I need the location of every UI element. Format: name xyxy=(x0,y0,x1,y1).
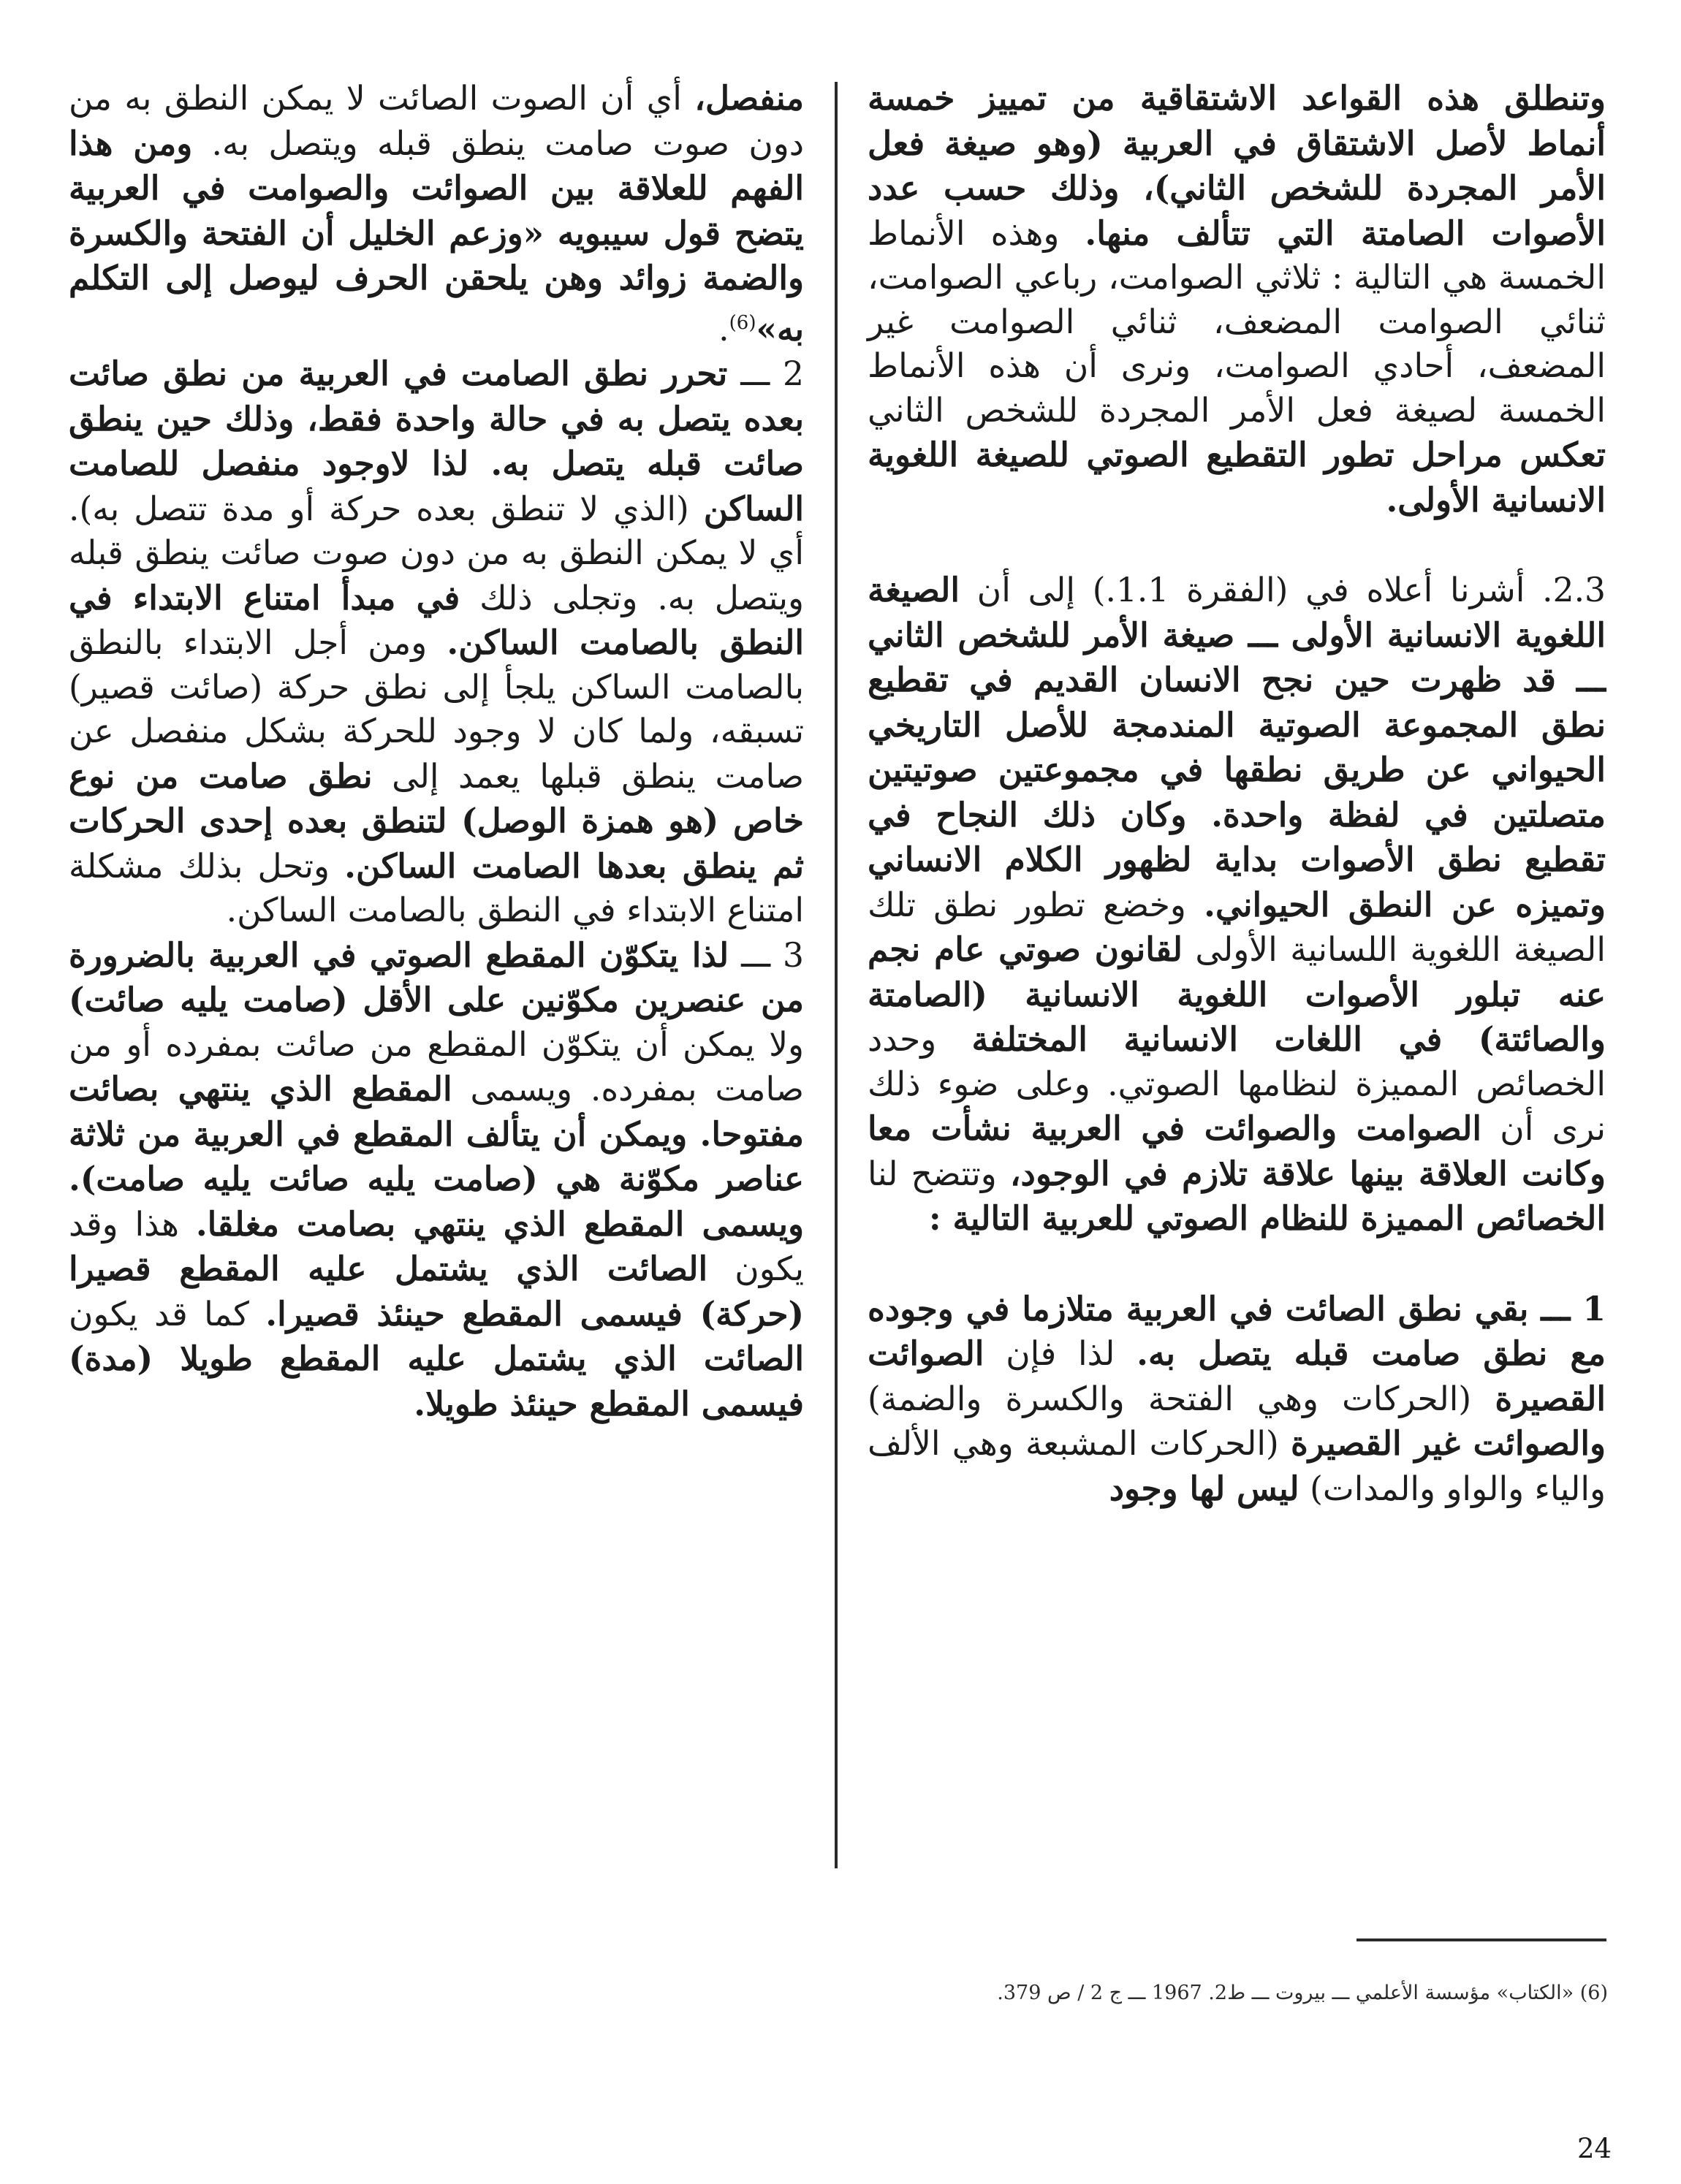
column-divider xyxy=(835,82,838,1868)
text-run: كما قد يكون xyxy=(69,1294,249,1333)
text-run: 1 ـــ بقي نطق الصائت في العربية متلازما في وجوده مع نطق صامت قبله يتصل به. xyxy=(868,1288,1606,1373)
text-run: ولا يمكن أن يتكوّن المقطع من صائت بمفرده أو من صامت بمفرده. ويسمى xyxy=(69,1024,804,1109)
text-run: لذا يتكوّن المقطع الصوتي في العربية بالضرورة من عنصرين مكوّنين على الأقل (صامت يليه صائت) xyxy=(69,935,804,1020)
text-run: الصوائت القصيرة xyxy=(868,1333,1606,1418)
text-run: 2 ـــ xyxy=(740,354,804,394)
text-run: والصوائت غير القصيرة xyxy=(1291,1423,1606,1463)
text-run: ومن هذا الفهم للعلاقة بين الصوائت والصوامت في العربية يتضح قول سيبويه «وزعم الخليل أن الفتحة والكسرة والضمة زوائد وهن يلحقن الحرف ليوصل إلى التكلم به» xyxy=(69,123,804,349)
text-run: الصيغة اللغوية الانسانية الأولى ـــ صيغة الأمر للشخص الثاني ـــ قد ظهرت حين نجح الانسان القديم في تقطيع نطق المجموعة الصوتية المندمجة للأصل التاريخي الحيواني عن طريق نطقها في مجموعتين صوتيتين متصلتين في لفظة واحدة. وكان ذلك النجاح في تقطيع نطق الأصوات بداية لظهور الكلام الانساني وتميزه عن النطق الحيواني. xyxy=(868,570,1606,924)
text-run: 3 ـــ xyxy=(741,935,804,975)
text-run: ونرى أن هذه الأنماط الخمسة لصيغة فعل الأمر المجردة للشخص الثاني xyxy=(868,346,1606,430)
text-run: في مبدأ امتناع الابتداء في النطق بالصامت الساكن. xyxy=(69,577,804,663)
text-run: الصائت الذي يشتمل عليه المقطع طويلا (مدة) فيسمى المقطع حينئذ طويلا. xyxy=(69,1339,804,1423)
footnote: (6) «الكتاب» مؤسسة الأعلمي ـــ بيروت ـــ ط2. 1967 ـــ ج 2 / ص 379. xyxy=(997,1982,1608,2004)
text-run: ومن أجل الابتداء بالنطق بالصامت الساكن يلجأ إلى نطق حركة (صائت قصير) تسبقه، ولما كان لا وجود للحركة بشكل منفصل عن صامت ينطق قبلها يعمد إلى xyxy=(69,623,804,796)
text-run: 2.3. أشرنا أعلاه في (الفقرة 1.1.) إلى أن xyxy=(976,571,1606,609)
text-run: أي أن الصوت الصائت لا يمكن النطق به من دون صوت صامت ينطق قبله ويتصل به. xyxy=(69,79,805,163)
text-run: منفصل، xyxy=(694,78,804,118)
text-run: وحدد الخصائص المميزة لنظامها الصوتي. وعلى ضوء ذلك نرى أن xyxy=(868,1020,1606,1148)
text-run: (الحركات وهي الفتحة والكسرة والضمة) xyxy=(868,1379,1472,1418)
text-run: (الذي لا تنطق بعده حركة أو مدة تتصل به). أي لا يمكن النطق به من دون صوت صائت ينطق قبله ويتصل به. وتجلى ذلك xyxy=(69,489,804,617)
left-column xyxy=(69,76,804,1426)
text-run: وتتضح لنا xyxy=(868,1154,997,1193)
text-run: وهذه الأنماط الخمسة هي التالية : ثلاثي الصوامت، رباعي الصوامت، ثنائي الصوامت المضعف، ثنائي الصوامت غير المضعف، أحادي الصوامت، xyxy=(868,213,1606,385)
text-run: لذا فإن xyxy=(1006,1334,1115,1373)
text-run: هذا وقد يكون xyxy=(69,1204,804,1289)
footnote-separator xyxy=(1356,1938,1606,1941)
text-run: . xyxy=(718,309,729,349)
text-run: (الحركات المشبعة وهي الألف والياء والواو والمدات) xyxy=(868,1424,1606,1508)
text-run: تحرر نطق الصامت في العربية من نطق صائت بعده يتصل به في حالة واحدة فقط، وذلك حين ينطق صائت قبله يتصل به. لذا لاوجود منفصل للصامت الساكن xyxy=(69,354,805,528)
text-run: وخضع تطور نطق تلك الصيغة اللغوية اللسانية الأولى xyxy=(868,885,1606,969)
text-run: ليس لها وجود xyxy=(1109,1468,1299,1508)
paragraph-section-2-3 xyxy=(868,568,1606,1241)
text-run: لقانون صوتي عام نجم عنه تبلور الأصوات اللغوية الانسانية (الصامتة والصائتة) في اللغات الانسانية المختلفة xyxy=(868,929,1606,1059)
text-run: وتحل بذلك مشكلة امتناع الابتداء في النطق بالصامت الساكن. xyxy=(69,846,804,930)
text-run: الصوامت والصوائت في العربية نشأت معا وكانت العلاقة بينها علاقة تلازم في الوجود، xyxy=(868,1108,1606,1193)
paragraph-point-3 xyxy=(69,933,804,1427)
text-run: وتنطلق هذه القواعد الاشتقاقية من تمييز خمسة أنماط لأصل الاشتقاق في العربية (وهو صيغة فعل الأمر المجردة للشخص الثاني)، وذلك حسب عدد الأصوات الصامتة التي تتألف منها. xyxy=(868,78,1606,253)
footnote-reference: (6) xyxy=(729,311,756,334)
page-number: 24 xyxy=(1577,2133,1612,2164)
paragraph-point-2 xyxy=(69,351,804,933)
text-run: المقطع الذي ينتهي بصائت مفتوحا. ويمكن أن يتألف المقطع في العربية من ثلاثة عناصر مكوّنة هي (صامت يليه صائت يليه صامت). ويسمى المقطع الذي ينتهي بصامت مغلقا. xyxy=(69,1069,804,1244)
text-run: الصائت الذي يشتمل عليه المقطع قصيرا (حركة) فيسمى المقطع حينئذ قصيرا. xyxy=(69,1249,804,1333)
paragraph-continuation xyxy=(69,76,804,351)
paragraph-derivation-rules xyxy=(868,76,1606,522)
text-run: نطق صامت من نوع خاص (هو همزة الوصل) لتنطق بعده إحدى الحركات ثم ينطق بعدها الصامت الساكن. xyxy=(69,756,805,886)
right-column xyxy=(868,76,1606,1511)
paragraph-point-1 xyxy=(868,1287,1606,1512)
text-run: الخصائص المميزة للنظام الصوتي للعربية التالية : xyxy=(928,1198,1606,1238)
text-run: تعكس مراحل تطور التقطيع الصوتي للصيغة اللغوية الانسانية الأولى. xyxy=(868,435,1606,520)
